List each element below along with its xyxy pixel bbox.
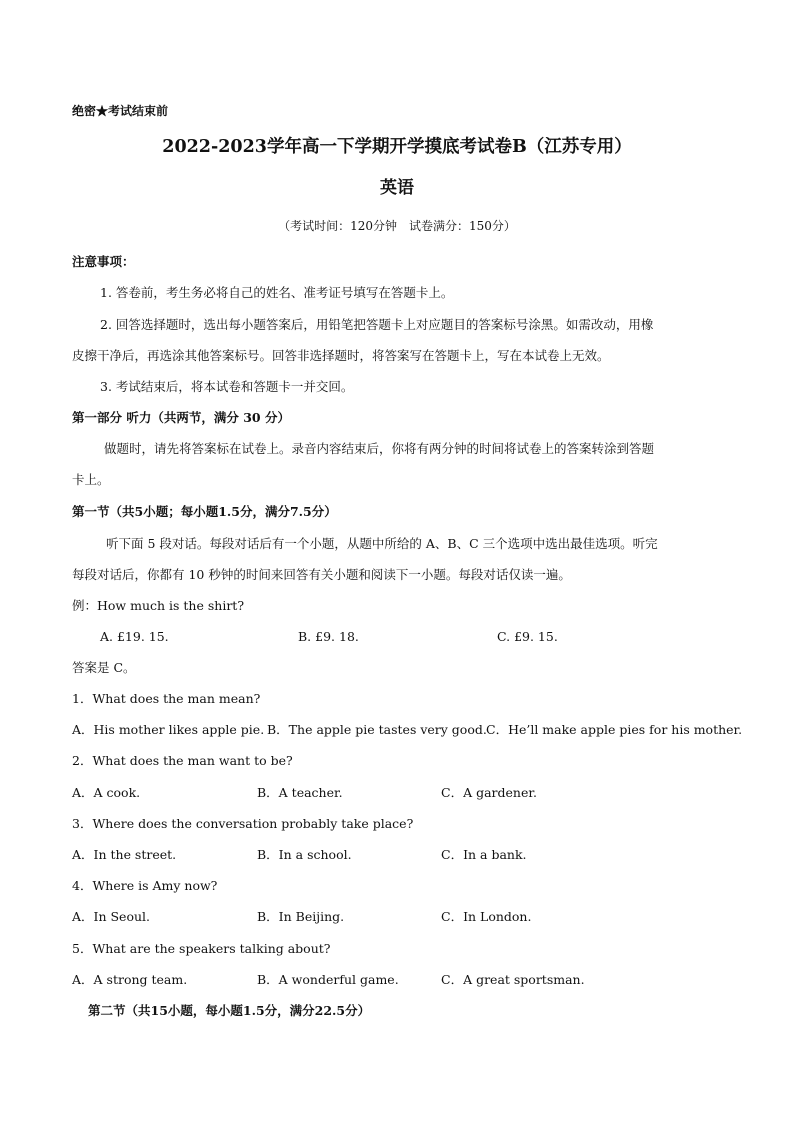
question-5-option-b: B．A wonderful game. [257, 972, 399, 987]
question-4-option-c: C．In London. [441, 909, 532, 924]
part1-instruction-line-1: 做题时，请先将答案标在试卷上。录音内容结束后，你将有两分钟的时间将试卷上的答案转涂到答题 [104, 441, 655, 456]
section1-instruction-line-1: 听下面 5 段对话。每段对话后有一个小题，从题中所给的 A、B、C 三个选项中选出最佳选项。听完 [106, 536, 658, 551]
question-1-option-a: A．His mother likes apple pie. [72, 722, 265, 737]
question-1: 1．What does the man mean? [72, 691, 261, 706]
question-3: 3．Where does the conversation probably take place? [72, 816, 414, 831]
part1-heading: 第一部分 听力（共两节，满分 30 分） [72, 410, 290, 425]
question-4: 4．Where is Amy now? [72, 878, 218, 893]
note-item-1: 1. 答卷前，考生务必将自己的姓名、准考证号填写在答题卡上。 [100, 285, 454, 300]
question-5-option-a: A．A strong team. [72, 972, 188, 987]
question-3-option-a: A．In the street. [72, 847, 177, 862]
section2-heading: 第二节（共15小题，每小题1.5分，满分22.5分） [88, 1003, 371, 1018]
section1-instruction-line-2: 每段对话后，你都有 10 秒钟的时间来回答有关小题和阅读下一小题。每段对话仅读一遍。 [72, 567, 571, 582]
example-answer: 答案是 C。 [72, 660, 136, 675]
example-option-c: C. £9. 15. [497, 629, 558, 644]
question-1-option-b: B．The apple pie tastes very good. [267, 722, 487, 737]
question-4-option-a: A．In Seoul. [72, 909, 150, 924]
exam-title: 2022-2023学年高一下学期开学摸底考试卷B（江苏专用） [162, 137, 632, 157]
part1-instruction-line-2: 卡上。 [72, 472, 110, 487]
question-3-option-b: B．In a school. [257, 847, 352, 862]
question-4-option-b: B．In Beijing. [257, 909, 345, 924]
question-5-option-c: C．A great sportsman. [441, 972, 585, 987]
section1-heading: 第一节（共5小题；每小题1.5分，满分7.5分） [72, 504, 337, 519]
subject-title: 英语 [380, 178, 414, 198]
confidential-label: 绝密★考试结束前 [72, 104, 169, 118]
note-item-2-line-1: 2. 回答选择题时，选出每小题答案后，用铅笔把答题卡上对应题目的答案标号涂黑。如需改动，用橡 [100, 317, 654, 332]
notes-heading: 注意事项： [72, 254, 135, 269]
question-2-option-b: B．A teacher. [257, 785, 343, 800]
question-2-option-c: C．A gardener. [441, 785, 537, 800]
question-2-option-a: A．A cook. [72, 785, 141, 800]
question-2: 2．What does the man want to be? [72, 753, 293, 768]
note-item-3: 3. 考试结束后，将本试卷和答题卡一并交回。 [100, 379, 354, 394]
question-5: 5．What are the speakers talking about? [72, 941, 331, 956]
question-3-option-c: C．In a bank. [441, 847, 527, 862]
example-option-a: A. £19. 15. [100, 629, 169, 644]
example-option-b: B. £9. 18. [298, 629, 359, 644]
note-item-2-line-2: 皮擦干净后，再选涂其他答案标号。回答非选择题时，将答案写在答题卡上，写在本试卷上无效。 [72, 348, 610, 363]
question-1-option-c: C．He’ll make apple pies for his mother. [486, 722, 743, 737]
example-question: 例：How much is the shirt? [72, 598, 245, 613]
exam-info: （考试时间：120分钟 试卷满分：150分） [278, 219, 516, 233]
